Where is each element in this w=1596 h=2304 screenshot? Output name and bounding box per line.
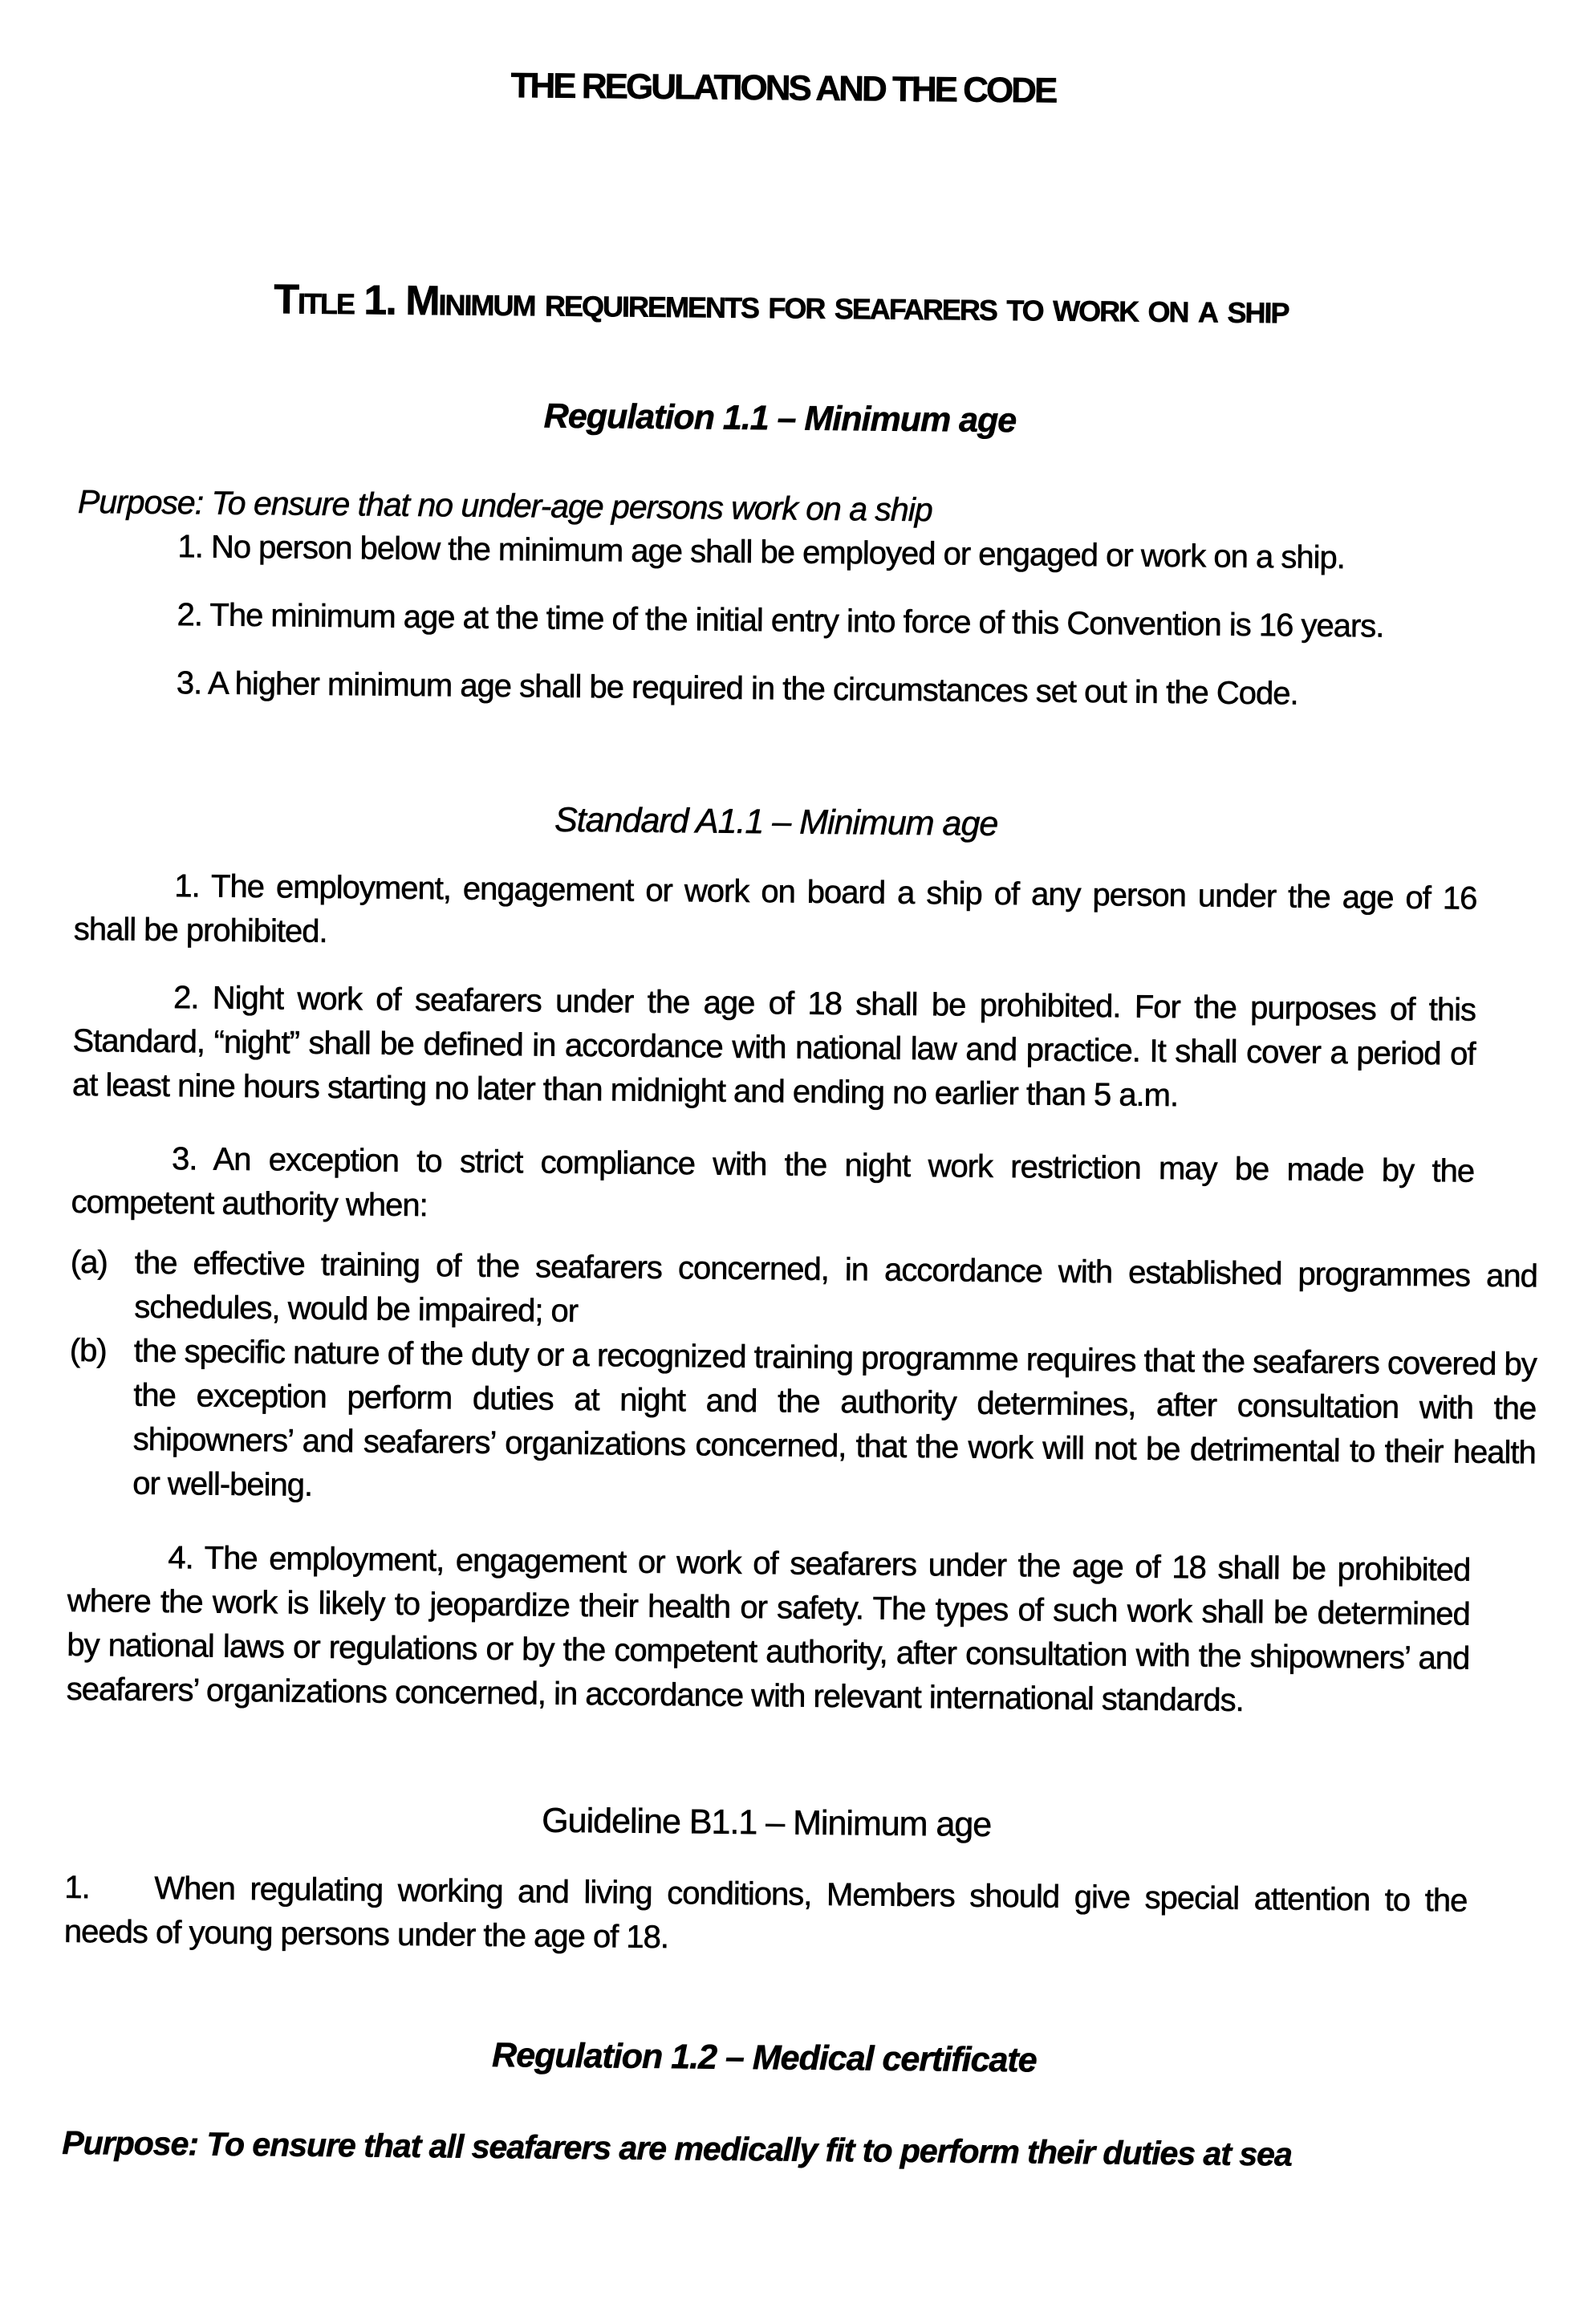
regulation-1-1-paragraph-2: 2. The minimum age at the time of the initial entry into force of this Convention is 16 years. (177, 597, 1384, 644)
regulation-1-2-heading: Regulation 1.2 – Medical certificate (491, 2036, 1037, 2080)
list-item-b-text: the specific nature of the duty or a recognized training programme requires that the seafarers covered by the exception perform duties at night and the authority determines, after consultation with the shipowners’ and seafarers’ organizations concerned, that the work will not be detrimental to their health or well-being. (132, 1333, 1537, 1503)
list-item-a-text: the effective training of the seafarers concerned, in accordance with established programmes and schedules, would be impaired; or (134, 1245, 1538, 1329)
standard-a1-1-list-item-a (70, 1241, 1537, 1343)
guideline-paragraph-text: When regulating working and living conditions, Members should give special attention to the needs of young persons under the age of 18. (63, 1870, 1468, 1956)
regulation-1-1-heading: Regulation 1.1 – Minimum age (543, 396, 1017, 441)
regulation-1-1-purpose: Purpose: To ensure that no under-age persons work on a ship (77, 482, 932, 529)
title-1-heading: Title 1. Minimum requirements for seafarers to work on a ship (273, 276, 1289, 333)
regulation-1-2-purpose: Purpose: To ensure that all seafarers are medically fit to perform their duties at sea (62, 2123, 1293, 2173)
page-content (60, 0, 1538, 2304)
standard-a1-1-paragraph-2: 2. Night work of seafarers under the age of 18 shall be prohibited. For the purposes of this Standard, “night” shall be defined in accordance with national law and practice. It shall cover a period of at least nine hours starting no later than midnight and ending no earlier than 5 a.m. (71, 980, 1476, 1114)
list-item-a-label: (a) (70, 1244, 108, 1281)
document-header: THE REGULATIONS AND THE CODE (510, 66, 1056, 111)
list-item-b-label: (b) (69, 1332, 107, 1369)
standard-a1-1-list-item-b (68, 1329, 1537, 1520)
guideline-b1-1-heading: Guideline B1.1 – Minimum age (542, 1801, 992, 1844)
guideline-b1-1-paragraph-1 (64, 1866, 1468, 1968)
regulation-1-1-paragraph-1: 1. No person below the minimum age shall be employed or engaged or work on a ship. (177, 529, 1346, 576)
guideline-paragraph-number: 1. (64, 1869, 90, 1906)
standard-a1-1-paragraph-3: 3. An exception to strict compliance with the night work restriction may be made by the competent authority when: (71, 1141, 1475, 1224)
standard-a1-1-paragraph-4: 4. The employment, engagement or work of seafarers under the age of 18 shall be prohibited where the work is likely to jeopardize their health or safety. The types of such work shall be determined by national laws or regulations or by the competent authority, after consultation with the shipowners’ and seafarers’ organizations concerned, in accordance with relevant international standards. (66, 1540, 1471, 1718)
standard-a1-1-heading: Standard A1.1 – Minimum age (554, 800, 998, 843)
regulation-1-1-paragraph-3: 3. A higher minimum age shall be required in the circumstances set out in the Code. (176, 665, 1298, 712)
standard-a1-1-paragraph-1: 1. The employment, engagement or work on board a ship of any person under the age of 16 shall be prohibited. (73, 868, 1477, 949)
